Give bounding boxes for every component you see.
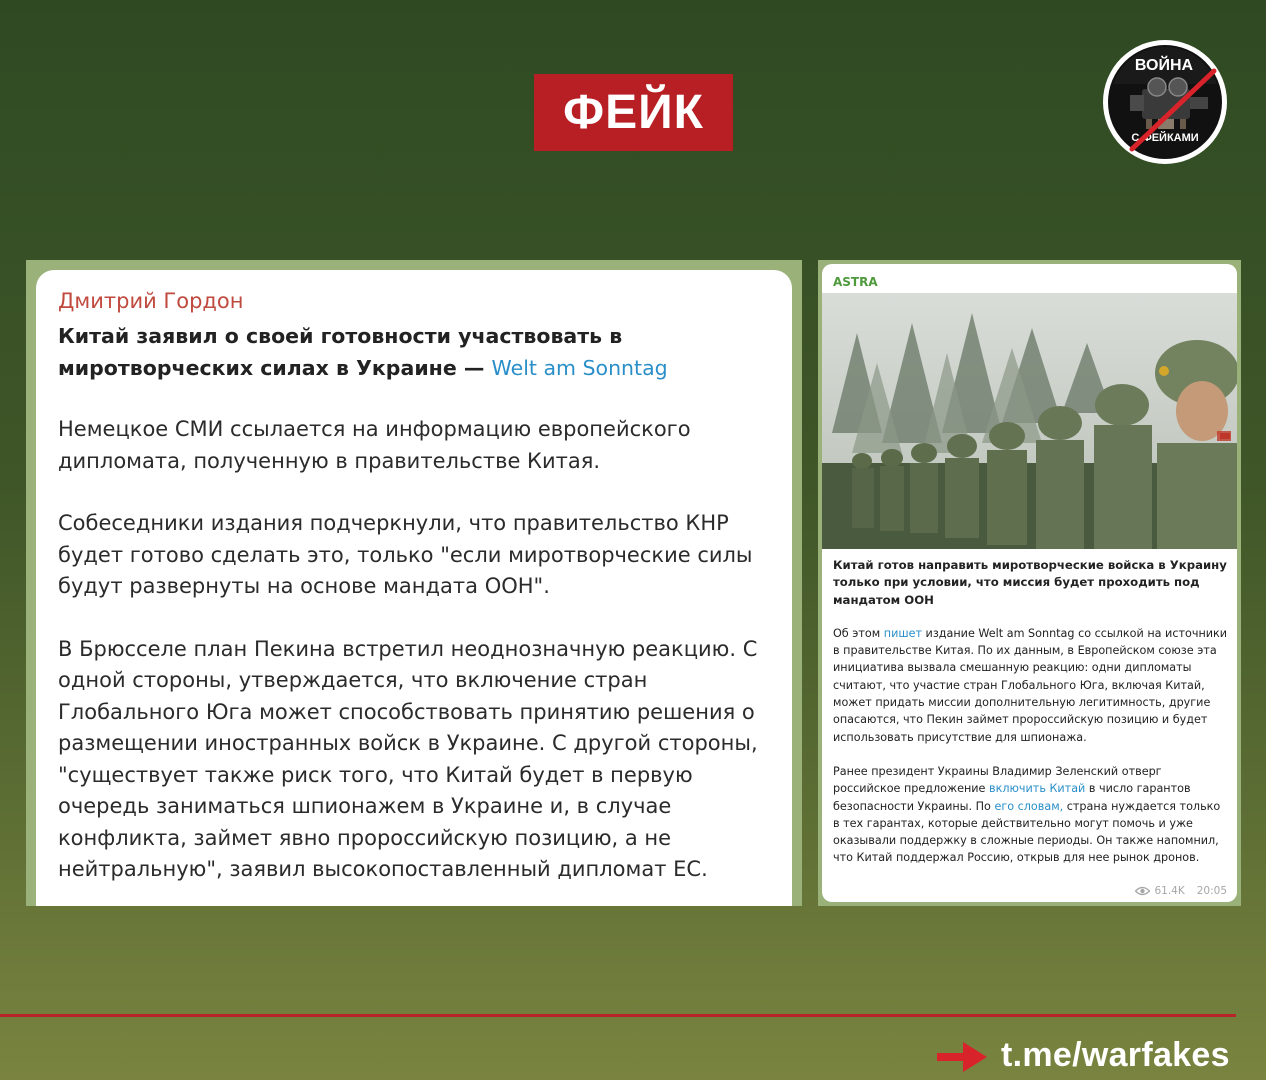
left-headline-link[interactable]: Welt am Sonntag — [491, 356, 668, 380]
footer-divider — [0, 1014, 1236, 1017]
left-headline-text: Китай заявил о своей готовности участвовать в миротворческих силах в Украине — — [58, 324, 623, 380]
post-time: 20:05 — [1196, 885, 1227, 897]
left-message-bubble — [36, 270, 792, 906]
right-message-bubble — [822, 264, 1237, 902]
fake-badge: ФЕЙК — [534, 74, 733, 151]
soldiers-photo[interactable] — [822, 293, 1237, 549]
right-post-meta — [1135, 885, 1227, 897]
right-post-text — [833, 557, 1228, 884]
left-post-headline — [58, 320, 770, 384]
left-post-paragraph: В Брюсселе план Пекина встретил неоднозначную реакцию. С одной стороны, утверждается, что включение стран Глобального Юга может способствовать принятию решения о размещении иностранных войск в Украине. С другой стороны, "существует также риск того, что Китай будет в первую очередь заниматься шпионажем в Украине и, в случае конфликта, займет явно пророссийскую позицию, а не нейтральную", заявил высокопоставленный дипломат ЕС. — [58, 636, 758, 881]
link-pishet[interactable]: пишет — [883, 626, 922, 640]
logo-top-text: ВОЙНА — [1134, 57, 1194, 74]
footer-channel-link[interactable]: t.me/warfakes — [1001, 1036, 1230, 1074]
left-post-paragraph: Собеседники издания подчеркнули, что правительство КНР будет готово сделать это, только "если миротворческие силы будут развернуты на основе мандата ООН". — [58, 511, 753, 598]
views-count: 61.4K — [1154, 885, 1185, 897]
left-post-screenshot — [26, 260, 802, 906]
war-with-fakes-logo — [1102, 39, 1228, 165]
left-post-author[interactable]: Дмитрий Гордон — [58, 289, 244, 313]
link-include-china[interactable]: включить Китай — [989, 782, 1086, 796]
logo-bottom-text: С ФЕЙКАМИ — [1131, 132, 1199, 144]
link-his-words[interactable]: его словам, — [994, 799, 1064, 813]
arrow-right-icon — [937, 1042, 987, 1072]
right-post-channel[interactable]: ASTRA — [833, 275, 878, 289]
right-post-screenshot — [818, 260, 1241, 906]
right-post-headline: Китай готов направить миротворческие войска в Украину только при условии, что миссия будет проходить под мандатом ООН — [833, 558, 1227, 607]
right-post-paragraph: Об этом пишет издание Welt am Sonntag со ссылкой на источники в правительстве Китая. По их данным, в Европейском союзе эта инициатива вызвала смешанную реакцию: одни дипломаты считают, что участие стран Глобального Юга, включая Китай, может придать миссии дополнительную легитимность, другие опасаются, что Пекин займет пророссийскую позицию и будет использовать присутствие для шпионажа. — [833, 626, 1228, 744]
eye-icon — [1135, 886, 1150, 896]
right-post-paragraph: Ранее президент Украины Владимир Зеленский отверг российское предложение включить Китай в число гарантов безопасности Украины. По его словам, страна нуждается только в тех гарантах, которые действительно могут помочь и уже оказывали поддержку в сложные периоды. Он также напомнил, что Китай поддержал Россию, открыв для нее рынок дронов. — [833, 764, 1221, 865]
left-post-paragraph: Немецкое СМИ ссылается на информацию европейского дипломата, полученную в правительстве Китая. — [58, 417, 691, 473]
camera-crossed-icon — [1102, 39, 1228, 165]
